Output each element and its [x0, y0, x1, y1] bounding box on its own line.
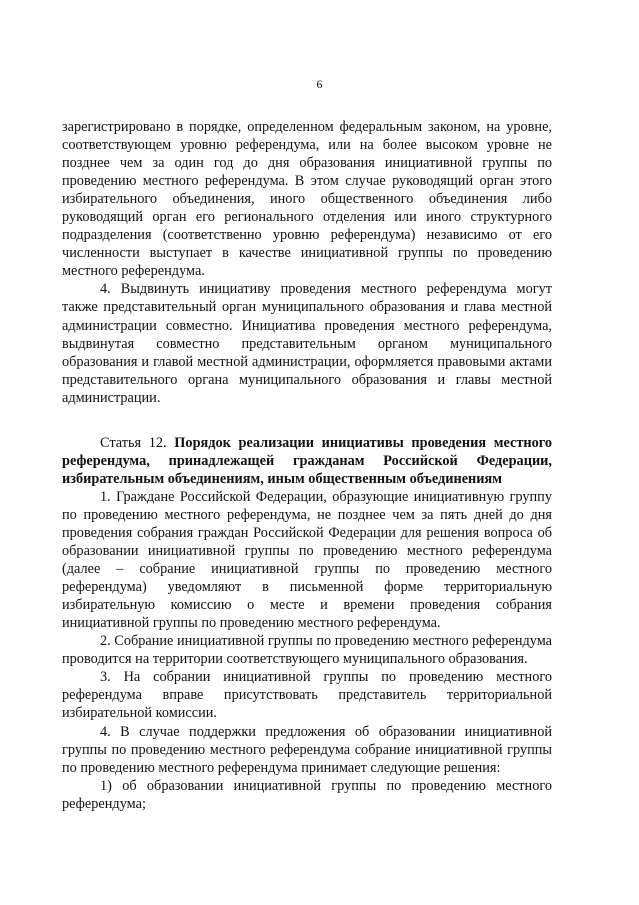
paragraph-article-item-1: 1. Граждане Российской Федерации, образующие инициативную группу по проведению местного референдума, не позднее чем за пять дней до дня проведения собрания граждан Российской Федерации для решения вопроса об образовании инициативной группы по проведению местного референдума (далее – собрание инициативной группы по проведению местного референдума) уведомляют в письменной форме территориальную избирательную комиссию о месте и времени проведения собрания инициативной группы по проведению местного референдума.: [62, 488, 552, 632]
section-gap: [62, 407, 552, 434]
article-number: Статья 12.: [100, 434, 175, 451]
page-number: 6: [316, 77, 323, 91]
paragraph-article-item-2: 2. Собрание инициативной группы по проведению местного референдума проводится на территории соответствующего муниципального образования.: [62, 633, 552, 668]
article-title: Порядок реализации инициативы проведения местного референдума, принадлежащей гражданам Российской Федерации, избирательным объединениям, иным общественным объединениям: [62, 434, 553, 487]
paragraph-item-4: 4. Выдвинуть инициативу проведения местного референдума могут также представительный орган муниципального образования и глава местной администрации совместно. Инициатива проведения местного референдума, выдвинутая совместно представительным органом муниципального образования и главой местной администрации, оформляется правовыми актами представительного органа муниципального образования и главы местной администрации.: [62, 281, 552, 406]
article-heading: [62, 434, 552, 488]
paragraph-article-item-4: 4. В случае поддержки предложения об образовании инициативной группы по проведению местного референдума собрание инициативной группы по проведению местного референдума принимает следующие решения:: [62, 723, 552, 776]
paragraph-subitem-1: 1) об образовании инициативной группы по проведению местного референдума;: [62, 777, 552, 812]
paragraph-continuation: зарегистрировано в порядке, определенном федеральным законом, на уровне, соответствующем уровню референдума, или на более высоком уровне не позднее чем за один год до дня образования инициативной группы по проведению местного референдума. В этом случае руководящий орган этого избирательного объединения, иного общественного объединения либо руководящий орган его регионального отделения или иного структурного подразделения (соответственно уровню референдума) независимо от его численности выступает в качестве инициативной группы по проведению местного референдума.: [62, 119, 552, 280]
paragraph-article-item-3: 3. На собрании инициативной группы по проведению местного референдума вправе присутствовать представитель территориальной избирательной комиссии.: [62, 669, 552, 722]
document-body: [62, 118, 552, 813]
